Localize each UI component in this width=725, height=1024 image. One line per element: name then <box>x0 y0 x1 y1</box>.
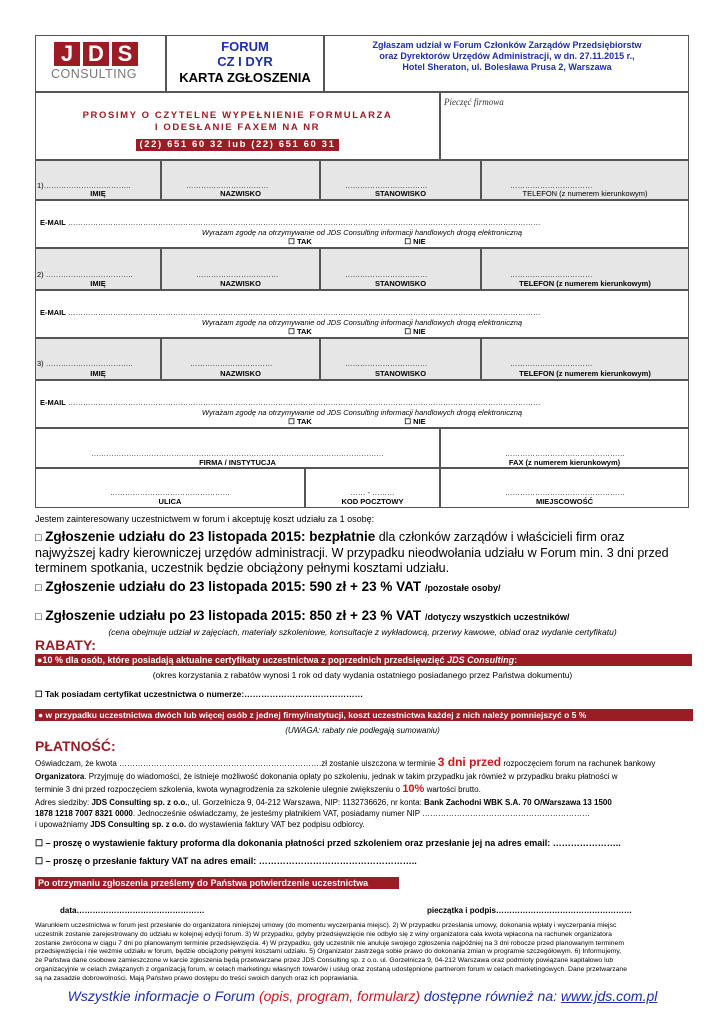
event-line-2: oraz Dyrektorów Urzędów Administracji, w dn. 27.11.2015 r., <box>379 51 635 61</box>
payment-p3b: wartości brutto. <box>424 785 481 794</box>
discount-certificate-bar <box>35 654 692 666</box>
city-label: MIEJSCOWOŚĆ <box>535 497 594 506</box>
option-590-title: Zgłoszenie udziału do 23 listopada 2015: 590 zł + 23 % VAT <box>45 579 422 594</box>
footer <box>0 988 725 1004</box>
p2-position-label: STANOWISKO <box>374 279 427 288</box>
footer-text-1: Wszystkie informacje o Forum <box>67 988 259 1004</box>
option-free-text-1: dla członków zarządów i właścicieli firm oraz <box>378 530 625 544</box>
p3-email-dots: ……………………………………………………………………………………………………………………………………………………………………… <box>67 398 541 407</box>
p2-lastname-label: NAZWISKO <box>220 279 261 288</box>
option-850-title: Zgłoszenie udziału po 23 listopada 2015: 850 zł + 23 % VAT <box>45 608 422 623</box>
p2-dots: …………………………….. <box>45 270 133 279</box>
event-line-3: Hotel Sheraton, ul. Bolesława Prusa 2, Warszawa <box>402 62 612 72</box>
p1-firstname-label: IMIĘ <box>90 189 106 198</box>
title-forum: FORUM <box>221 39 269 54</box>
option-free-text-2: najwyższej kadry kierowniczej urzędów administracji. W przypadku nieodwołania udziału w Forum min. 3 dni przed <box>35 546 669 560</box>
payment-organizer: Organizatora <box>35 771 85 781</box>
p2-phone-dots: …………………………… <box>510 270 593 279</box>
p3-phone-label: TELEFON (z numerem kierunkowym) <box>519 369 651 378</box>
vat-invoice-request[interactable]: ☐ – proszę o przesłanie faktury VAT na adres email: …………………………………………….. <box>35 856 417 866</box>
company-name-dots: ……………………………………………………………………………………………………… <box>91 449 384 458</box>
terms-line: że Państwa dane osobowe zamieszczone w karcie zgłoszenia będą przetwarzane przez JDS Consulting sp. z o.o. ul. Gorzelnicza 9, 04-212 Warszawa oraz podmioty powiązane kapitałowo lub <box>35 957 614 965</box>
payment-surcharge: 10% <box>402 783 425 795</box>
company-address <box>35 797 690 830</box>
address-a2b: . Jednocześnie oświadczamy, że jesteśmy płatnikiem VAT, posiadamy numer NIP ……………………………………………………… <box>132 809 591 818</box>
address-a1c: , ul. Gorzelnicza 9, 04-212 Warszawa, NIP: 1132736626, nr konta: <box>187 798 425 807</box>
terms-line: organizacyjnie w celach związanych z organizacją forum, w celach marketingu własnych towarów i usług oraz zostaną udostępnione partnerom forum w celach marketingowych. Dane przetwarzane <box>35 965 627 973</box>
address-bank: Bank Zachodni WBK S.A. 70 O/Warszawa 13 1500 <box>424 798 612 807</box>
option-590-suffix: /pozostałe osoby/ <box>424 583 501 593</box>
option-free-text-3: terminem spotkania, uczestnik będzie obciążony pełnymi kosztami udziału. <box>35 561 450 575</box>
date-field[interactable]: data………………………………………… <box>60 906 205 915</box>
address-company: JDS Consulting sp. z o.o. <box>91 798 188 807</box>
terms-line: Warunkiem uczestnictwa w forum jest przesłanie do organizatora niniejszej umowy (do momentu wyczerpania miejsc). 2) W przypadku przesłania umowy, dokonania wpłaty i wyczerpania miejsc <box>35 922 617 929</box>
p1-phone-label: TELEFON (z numerem kierunkowym) <box>522 189 648 198</box>
footer-text-2: dostępne również na: <box>420 988 561 1004</box>
discounts-heading: RABATY: <box>35 637 96 653</box>
fax-request-line-2: I ODESŁANIE FAXEM NA NR <box>154 122 321 133</box>
option-850[interactable] <box>35 608 569 623</box>
p1-email-label: E-MAIL <box>40 218 66 227</box>
footer-red: (opis, program, formularz) <box>258 988 421 1004</box>
address-a3a: i upoważniamy <box>35 820 91 829</box>
p1-lastname-label: NAZWISKO <box>220 189 261 198</box>
p3-consent-yes[interactable]: ☐ TAK <box>288 417 312 426</box>
logo-letter-j: J <box>54 42 80 66</box>
logo-letter-s: S <box>112 42 138 66</box>
logo-letter-d: D <box>83 42 109 66</box>
jds-logo <box>48 42 158 86</box>
street-dots: ………………………………………… <box>110 488 230 497</box>
fax-request-line-1: PROSIMY O CZYTELNE WYPEŁNIENIE FORMULARZA <box>82 110 393 121</box>
p1-index: 1) <box>37 181 44 190</box>
p2-consent-no[interactable]: ☐ NIE <box>404 327 426 336</box>
discount-note-2: (UWAGA: rabaty nie podlegają sumowaniu) <box>285 726 440 735</box>
stamp-signature-field[interactable]: pieczątka i podpis…………………………………………… <box>427 906 632 915</box>
p2-position-dots: …………………………… <box>345 270 428 279</box>
p1-email-dots: ……………………………………………………………………………………………………………………………………………………………………… <box>67 218 541 227</box>
payment-p1a: Oświadczam, że kwota ………………………………………………………………….zł zostanie uiszczona w terminie <box>35 759 438 768</box>
address-a1a: Adres siedziby: <box>35 798 92 807</box>
p3-index: 3) <box>37 359 44 368</box>
p3-position-dots: …………………………… <box>345 359 428 368</box>
terms-line: uczestnik zostanie zarejestrowany do udziału w kolejnej edycji forum. 3) W przypadku, gdyby przedsięwzięcie nie odbyło się z winy organizatora cała kwota wpłacona na rachunek organizatora <box>35 930 612 938</box>
p1-position-label: STANOWISKO <box>374 189 427 198</box>
p3-consent-text: Wyrażam zgodę na otrzymywanie od JDS Consulting informacji handlowych drogą elektroniczną <box>201 408 523 417</box>
p1-dots: …………………………….. <box>43 181 131 190</box>
terms-block <box>35 922 690 984</box>
certificate-number-field[interactable]: ☐ Tak posiadam certyfikat uczestnictwa o numerze:…………………………………… <box>35 689 364 699</box>
p2-lastname-dots: …………………………… <box>196 270 279 279</box>
discount-group-bar: ● w przypadku uczestnictwa dwóch lub więcej osób z jednej firmy/instytucji, koszt uczestnictwa każdej z nich należy pomniejszyć o 5 % <box>35 709 693 721</box>
street-label: ULICA <box>158 497 182 506</box>
payment-p2b: . Przyjmuję do wiadomości, że istnieje możliwość dokonania opłaty po szkoleniu, jednak w takim przypadku jak również w przypadku braku płatności w <box>84 771 618 781</box>
discount-note-1: (okres korzystania z rabatów wynosi 1 rok od daty wydania ostatniego posiadanego przez Państwa dokumentu) <box>152 670 573 680</box>
p2-firstname-label: IMIĘ <box>90 279 106 288</box>
p2-phone-label: TELEFON (z numerem kierunkowym) <box>519 279 651 288</box>
p2-consent-yes[interactable]: ☐ TAK <box>288 327 312 336</box>
payment-p3a: terminie 3 dni przed rozpoczęciem szkolenia, kwota wynagrodzenia za szkolenie ulegnie zwiększeniu o <box>35 785 403 794</box>
p2-email-dots: ……………………………………………………………………………………………………………………………………………………………………… <box>67 308 541 317</box>
p3-email-label: E-MAIL <box>40 398 66 407</box>
proforma-request[interactable]: ☐ – proszę o wystawienie faktury proforma dla dokonania płatności przed szkoleniem oraz przesłanie jej na adres email: ………………….. <box>35 838 621 848</box>
payment-statement <box>35 756 690 797</box>
option-590[interactable] <box>35 579 500 594</box>
payment-heading: PŁATNOŚĆ: <box>35 738 116 754</box>
payment-deadline: 3 dni przed <box>437 755 502 769</box>
payment-p1b: rozpoczęciem forum na rachunek bankowy <box>501 759 656 768</box>
discount-cert-text: ●10 % dla osób, które posiadają aktualne certyfikaty uczestnictwa z poprzednich przedsięwzięć <box>37 655 448 665</box>
fax-numbers: (22) 651 60 32 lub (22) 651 60 31 <box>136 139 340 151</box>
title-karta: KARTA ZGŁOSZENIA <box>179 70 311 85</box>
p2-email-label: E-MAIL <box>40 308 66 317</box>
discount-cert-end: : <box>514 655 518 665</box>
p3-consent-no[interactable]: ☐ NIE <box>404 417 426 426</box>
option-850-checkbox[interactable]: □ <box>35 611 42 623</box>
p1-lastname-dots: …………………………… <box>186 181 269 190</box>
postal-code-dots: …… - ……… <box>350 488 395 497</box>
p1-consent-no[interactable]: ☐ NIE <box>404 237 426 246</box>
interest-statement: Jestem zainteresowany uczestnictwem w forum i akceptuję koszt udziału za 1 osobę: <box>35 514 375 524</box>
p1-consent-yes[interactable]: ☐ TAK <box>288 237 312 246</box>
option-free[interactable] <box>35 529 690 576</box>
city-dots: ………………………………………… <box>505 488 625 497</box>
p1-consent-text: Wyrażam zgodę na otrzymywanie od JDS Consulting informacji handlowych drogą elektroniczną <box>201 228 523 237</box>
terms-line: przedsięwzięcia i nie weźmie udziału w forum, będzie obciążony pełnymi kosztami udziału. 5) Organizator zastrzega sobie prawo do dokonania zmian w programie szczegółowym. 6) Informujemy, <box>35 948 622 956</box>
option-free-checkbox[interactable]: □ <box>35 532 42 544</box>
terms-line: zostanie zwrócona w ciągu 7 dni po planowanym terminie przedsięwzięcia. 4) W przypadku, gdy uczestnik nie anuluje swojego zgłoszenia najpóźniej na 3 dni robocze przed planowanym terminem <box>35 939 624 947</box>
address-company-2: JDS Consulting sp. z o.o. <box>90 820 187 829</box>
company-fax-dots: ………………………………………… <box>505 449 625 458</box>
p3-position-label: STANOWISKO <box>374 369 427 378</box>
p3-lastname-dots: …………………………… <box>190 359 273 368</box>
p3-lastname-label: NAZWISKO <box>220 369 261 378</box>
p2-index: 2) <box>37 270 44 279</box>
address-a3c: do wystawienia faktury VAT bez podpisu odbiorcy. <box>186 820 365 829</box>
address-account: 1878 1218 7007 8321 0000 <box>35 809 133 818</box>
p1-position-dots: …………………………… <box>345 181 428 190</box>
company-stamp-label: Pieczęć firmowa <box>444 97 504 107</box>
p3-phone-dots: …………………………… <box>510 359 593 368</box>
p2-consent-text: Wyrażam zgodę na otrzymywanie od JDS Consulting informacji handlowych drogą elektroniczną <box>201 318 523 327</box>
terms-line: są na zasadzie dobrowolności. Mają Państwo prawo dostępu do treści swoich danych oraz ich poprawiania. <box>35 974 359 982</box>
title-czidyr: CZ I DYR <box>217 54 273 69</box>
postal-code-label: KOD POCZTOWY <box>341 497 404 506</box>
confirmation-bar: Po otrzymaniu zgłoszenia prześlemy do Państwa potwierdzenie uczestnictwa <box>35 877 399 889</box>
discount-cert-brand: JDS Consulting <box>447 655 515 665</box>
option-590-checkbox[interactable]: □ <box>35 582 42 594</box>
p3-firstname-label: IMIĘ <box>90 369 106 378</box>
company-fax-label: FAX (z numerem kierunkowym) <box>508 458 621 467</box>
company-name-label: FIRMA / INSTYTUCJA <box>199 458 276 467</box>
price-note: (cena obejmuje udział w zajęciach, materiały szkoleniowe, konsultacje z wykładowcą, przerwy kawowe, obiad oraz wydanie certyfikatu) <box>108 627 617 637</box>
p3-dots: …………………………….. <box>45 359 133 368</box>
p1-phone-dots: …………………………… <box>510 181 593 190</box>
event-line-1: Zgłaszam udział w Forum Członków Zarządów Przedsiębiorstw <box>372 40 642 50</box>
logo-subtitle: CONSULTING <box>51 67 138 81</box>
website-link[interactable]: www.jds.com.pl <box>560 988 658 1004</box>
option-850-suffix: /dotyczy wszystkich uczestników/ <box>424 612 570 622</box>
option-free-title: Zgłoszenie udziału do 23 listopada 2015: bezpłatnie <box>45 529 376 544</box>
